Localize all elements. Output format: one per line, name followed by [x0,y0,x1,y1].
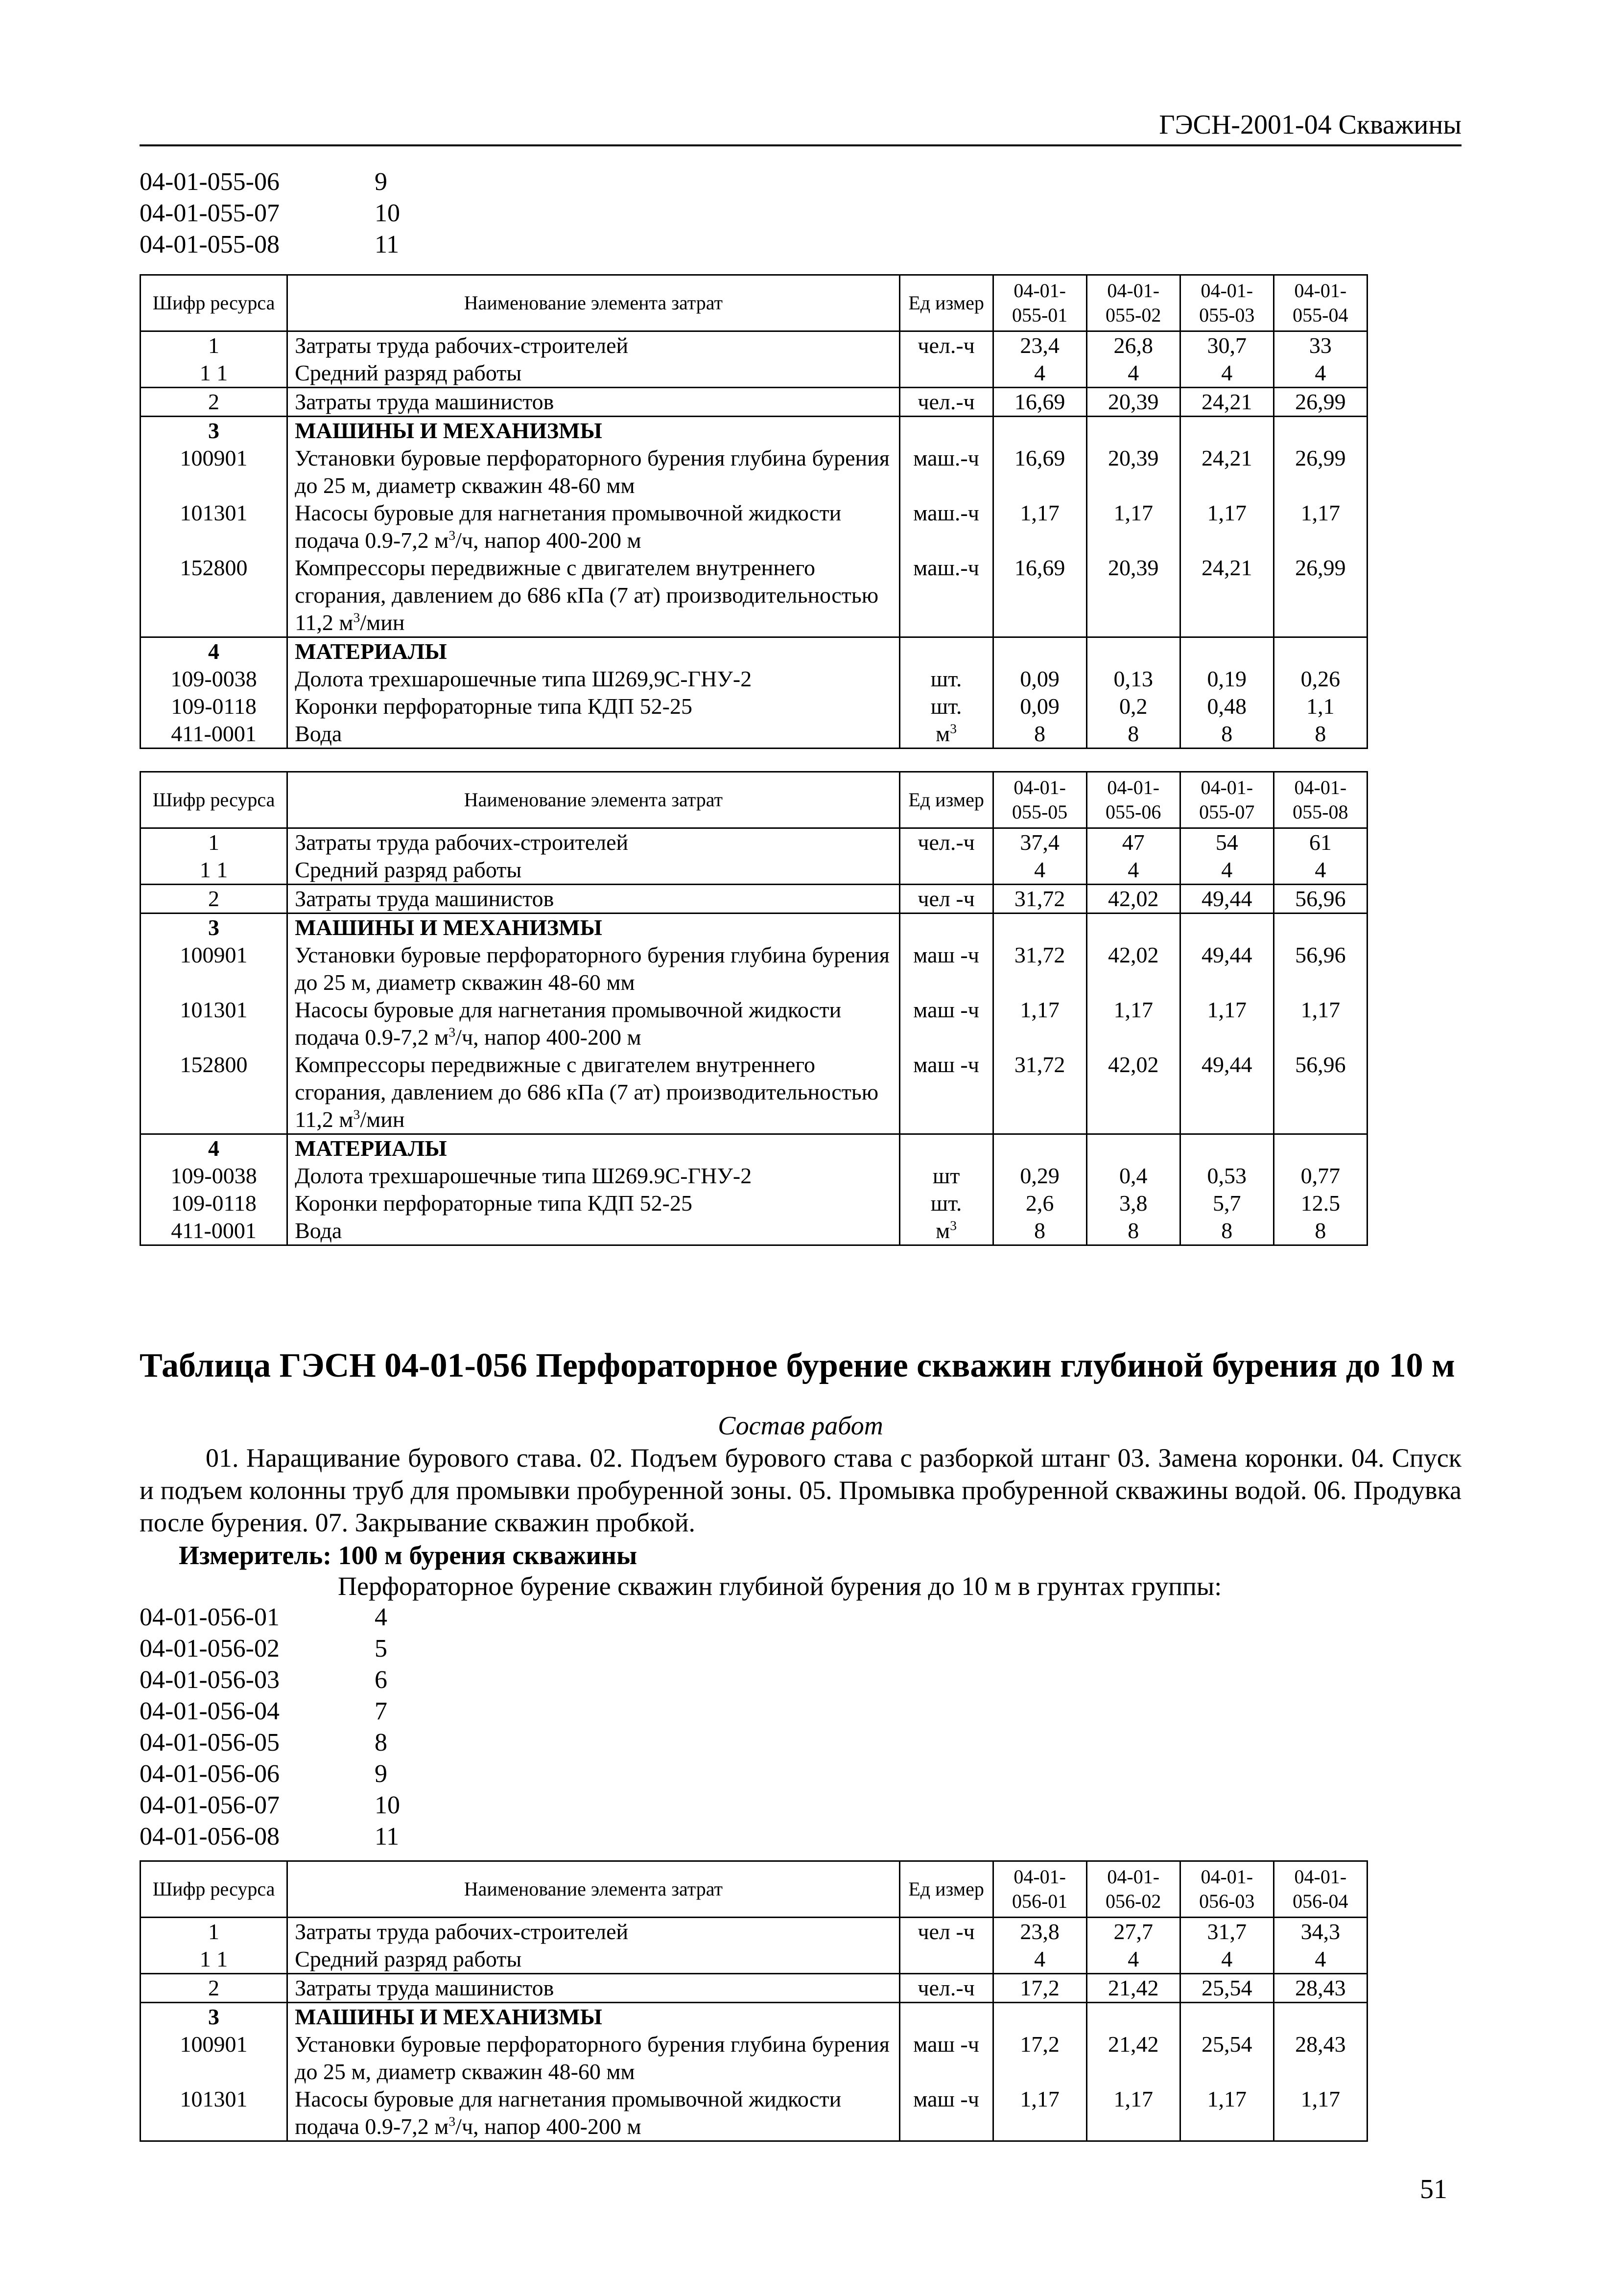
header-shifr: Шифр ресурса [141,275,287,331]
cell-code: 3 [141,914,287,942]
cell-name: Долота трехшарошечные типа Ш269,9С-ГНУ-2 [287,665,899,693]
code-list-item [140,1602,400,1633]
cell-value: 34,3 [1273,1918,1367,1946]
cell-code: 4 [141,1134,287,1163]
cell-name: Вода [287,720,899,749]
code-item-code: 04-01-056-04 [140,1697,280,1725]
table-row [141,499,1461,554]
cell-code: 2 [141,885,287,914]
cell-name: Затраты труда машинистов [287,1974,899,2003]
code-item-code: 04-01-056-06 [140,1760,280,1788]
code-item-code: 04-01-055-07 [140,199,280,227]
header-norm-code: 04-01- 055-04 [1273,275,1367,331]
cell-unit: маш -ч [899,2031,993,2085]
cell-value: 28,43 [1273,1974,1367,2003]
cell-code: 1 1 [141,1945,287,1974]
cell-value: 26,99 [1273,388,1367,417]
cell-value [1086,637,1180,666]
cell-value: 31,72 [993,941,1086,996]
table-row [141,2003,1461,2031]
cell-code: 101301 [141,996,287,1051]
cell-value: 1,17 [1180,996,1273,1051]
cell-value: 17,2 [993,1974,1086,2003]
cell-value [1086,417,1180,445]
cell-value: 1,17 [1273,996,1367,1051]
cell-value: 54 [1180,828,1273,857]
cell-unit [899,2003,993,2031]
table-row [141,388,1461,417]
header-norm-code: 04-01- 055-03 [1180,275,1273,331]
header-norm-code: 04-01- 055-07 [1180,772,1273,828]
cell-value: 56,96 [1273,941,1367,996]
cell-value: 4 [1180,856,1273,885]
header-norm-code: 04-01- 055-01 [993,275,1086,331]
cell-value: 1,17 [1180,2085,1273,2141]
cell-unit [899,637,993,666]
cell-value: 24,21 [1180,554,1273,637]
code-list-055 [140,166,400,260]
cell-value [1086,1134,1180,1163]
table-row [141,1162,1461,1190]
subtitle-soil-groups: Перфораторное бурение скважин глубиной бурения до 10 м в грунтах группы: [338,1571,1222,1601]
code-item-code: 04-01-055-08 [140,231,280,258]
code-item-group: 9 [375,168,387,196]
cell-value: 37,4 [993,828,1086,857]
table-row [141,554,1461,637]
cell-value: 4 [993,359,1086,388]
cell-code: 101301 [141,499,287,554]
code-item-group: 11 [375,231,400,258]
table-row [141,331,1461,360]
cell-value: 27,7 [1086,1918,1180,1946]
table-row [141,914,1461,942]
cell-unit: маш -ч [899,2085,993,2141]
cell-value: 8 [1086,1217,1180,1245]
cell-unit: маш -ч [899,1051,993,1134]
cell-value [993,914,1086,942]
code-list-item [140,166,400,198]
cell-value: 61 [1273,828,1367,857]
cell-name: Насосы буровые для нагнетания промывочной жидкости подача 0.9-7,2 $м^3/ч$, напор 400-200 м [287,499,899,554]
cell-value: 1,17 [993,996,1086,1051]
table-header-row [141,772,1461,828]
table-row [141,637,1461,666]
cell-value: 30,7 [1180,331,1273,360]
cell-name: Установки буровые перфораторного бурения глубина бурения до 25 м, диаметр скважин 48-60 мм [287,941,899,996]
cell-code: 411-0001 [141,1217,287,1245]
code-item-group: 5 [375,1635,387,1663]
code-item-group: 11 [375,1823,400,1851]
cell-value: 12.5 [1273,1190,1367,1217]
cell-value: 28,43 [1273,2031,1367,2085]
cell-value: 8 [1273,1217,1367,1245]
cell-name: Насосы буровые для нагнетания промывочной жидкости подача 0.9-7,2 $м^3/ч$, напор 400-200 м [287,996,899,1051]
table-row [141,828,1461,857]
cell-value: 31,72 [993,885,1086,914]
cell-value: 42,02 [1086,941,1180,996]
cell-value [1086,914,1180,942]
cell-value: 21,42 [1086,2031,1180,2085]
cell-unit: маш.-ч [899,445,993,499]
cell-unit: чел.-ч [899,1974,993,2003]
cell-name: Средний разряд работы [287,359,899,388]
cell-value [993,417,1086,445]
cell-unit: $м^3$ [899,720,993,749]
cell-value: 31,7 [1180,1918,1273,1946]
cell-value: 20,39 [1086,554,1180,637]
cell-unit [899,417,993,445]
cell-code: 1 [141,828,287,857]
table-row [141,720,1461,749]
code-item-group: 8 [375,1729,387,1757]
code-item-group: 10 [375,199,400,227]
cell-value: 0,09 [993,665,1086,693]
cell-value: 1,17 [1086,499,1180,554]
cell-value [993,2003,1086,2031]
sostav-label: Состав работ [718,1411,883,1440]
section-title: Таблица ГЭСН 04-01-056 Перфораторное бурение скважин глубиной бурения до 10 м [140,1347,1455,1384]
table-row [141,665,1461,693]
cell-value: 31,72 [993,1051,1086,1134]
cell-name: Средний разряд работы [287,856,899,885]
cell-value: 1,1 [1273,693,1367,720]
cell-value: 0,09 [993,693,1086,720]
cell-value: 1,17 [993,499,1086,554]
cell-value: 4 [993,1945,1086,1974]
page-number: 51 [1420,2174,1447,2204]
cell-unit: маш -ч [899,941,993,996]
cell-code: 2 [141,1974,287,2003]
cell-value: 56,96 [1273,885,1367,914]
cell-value [1273,417,1367,445]
cell-value [993,1134,1086,1163]
code-item-group: 6 [375,1666,387,1694]
cell-value: 49,44 [1180,1051,1273,1134]
cell-name: МАТЕРИАЛЫ [287,637,899,666]
cell-name: МАШИНЫ И МЕХАНИЗМЫ [287,914,899,942]
page-header: ГЭСН-2001-04 Скважины [140,105,1462,146]
cell-value: 4 [993,856,1086,885]
cell-name: Вода [287,1217,899,1245]
cell-value [1273,914,1367,942]
cell-value: 49,44 [1180,885,1273,914]
cell-value: 8 [1180,1217,1273,1245]
code-list-item [140,1790,400,1821]
code-item-code: 04-01-056-02 [140,1635,280,1663]
works-description: 01. Наращивание бурового става. 02. Подъем бурового става с разборкой штанг 03. Замена коронки. 04. Спуск и подъем колонны труб для промывки пробуренной зоны. 05. Промывка пробуренной скважины водой. 06. Продувка после бурения. 07. Закрывание скважин пробкой. [140,1443,1462,1537]
cell-name: Установки буровые перфораторного бурения глубина бурения до 25 м, диаметр скважин 48-60 мм [287,2031,899,2085]
code-list-item [140,229,400,260]
code-item-group: 7 [375,1697,387,1725]
cell-code: 100901 [141,445,287,499]
cell-code: 109-0038 [141,665,287,693]
cell-value [1086,2003,1180,2031]
table-row [141,445,1461,499]
cell-name: Затраты труда машинистов [287,885,899,914]
cell-code: 2 [141,388,287,417]
code-list-item [140,1696,400,1727]
code-item-code: 04-01-056-03 [140,1666,280,1694]
header-shifr: Шифр ресурса [141,772,287,828]
cell-value: 20,39 [1086,388,1180,417]
cell-value: 33 [1273,331,1367,360]
cell-unit [899,856,993,885]
header-name: Наименование элемента затрат [287,1861,899,1918]
cell-value: 4 [1273,856,1367,885]
cell-name: Затраты труда рабочих-строителей [287,828,899,857]
table-row [141,1217,1461,1245]
cell-unit: чел.-ч [899,331,993,360]
cell-name: МАТЕРИАЛЫ [287,1134,899,1163]
cell-name: Коронки перфораторные типа КДП 52-25 [287,1190,899,1217]
code-item-code: 04-01-056-08 [140,1823,280,1851]
cell-name: Затраты труда рабочих-строителей [287,1918,899,1946]
cell-value: 4 [1086,359,1180,388]
header-norm-code: 04-01- 056-02 [1086,1861,1180,1918]
cell-value: 17,2 [993,2031,1086,2085]
cell-value: 26,8 [1086,331,1180,360]
table-row [141,941,1461,996]
code-item-code: 04-01-056-07 [140,1791,280,1819]
cell-value: 42,02 [1086,1051,1180,1134]
cell-value: 5,7 [1180,1190,1273,1217]
header-unit: Ед измер [899,772,993,828]
cell-code: 411-0001 [141,720,287,749]
code-item-group: 10 [375,1791,400,1819]
cell-value: 0,26 [1273,665,1367,693]
cell-value: 4 [1086,856,1180,885]
code-list-item [140,1758,400,1790]
cell-value [1273,637,1367,666]
table-row [141,2085,1461,2141]
cell-value: 26,99 [1273,554,1367,637]
code-list-item [140,1633,400,1664]
table-row [141,693,1461,720]
cell-value: 1,17 [1180,499,1273,554]
cell-value: 0,19 [1180,665,1273,693]
cell-unit: $м^3$ [899,1217,993,1245]
cell-value: 8 [1273,720,1367,749]
cell-name: Долота трехшарошечные типа Ш269.9С-ГНУ-2 [287,1162,899,1190]
cell-name: Затраты труда рабочих-строителей [287,331,899,360]
cell-value: 0,4 [1086,1162,1180,1190]
table-row [141,2031,1461,2085]
cell-value: 16,69 [993,554,1086,637]
cell-code: 109-0118 [141,693,287,720]
cell-value: 56,96 [1273,1051,1367,1134]
cell-unit: шт. [899,665,993,693]
header-unit: Ед измер [899,275,993,331]
cell-name: Затраты труда машинистов [287,388,899,417]
cell-name: МАШИНЫ И МЕХАНИЗМЫ [287,2003,899,2031]
code-list-item [140,1821,400,1852]
cell-value: 24,21 [1180,388,1273,417]
table-row [141,1190,1461,1217]
cell-value [993,637,1086,666]
cell-value [1180,914,1273,942]
cell-code: 1 1 [141,856,287,885]
cell-value: 8 [1180,720,1273,749]
cell-name: Компрессоры передвижные с двигателем внутреннего сгорания, давлением до 686 кПа (7 ат) производительностью 11,2 $м^3$/мин [287,1051,899,1134]
cell-code: 100901 [141,2031,287,2085]
cell-value: 4 [1273,1945,1367,1974]
code-list-item [140,1727,400,1758]
cell-value: 1,17 [1273,2085,1367,2141]
code-item-code: 04-01-056-01 [140,1603,280,1631]
code-list-item [140,1664,400,1696]
cell-unit: маш.-ч [899,554,993,637]
code-item-group: 9 [375,1760,387,1788]
cell-code: 109-0118 [141,1190,287,1217]
table-row [141,359,1461,388]
cell-code: 152800 [141,554,287,637]
cell-value: 0,29 [993,1162,1086,1190]
resource-table-055-05-08 [140,771,1462,1246]
table-row [141,856,1461,885]
cell-value: 47 [1086,828,1180,857]
cell-value: 21,42 [1086,1974,1180,2003]
cell-value: 8 [1086,720,1180,749]
table-row [141,1945,1461,1974]
cell-value: 4 [1180,1945,1273,1974]
cell-code: 1 [141,331,287,360]
cell-value [1273,2003,1367,2031]
cell-value: 49,44 [1180,941,1273,996]
table-row [141,885,1461,914]
cell-value: 4 [1180,359,1273,388]
cell-code: 4 [141,637,287,666]
header-norm-code: 04-01- 055-02 [1086,275,1180,331]
cell-unit: шт [899,1162,993,1190]
cell-value: 26,99 [1273,445,1367,499]
header-name: Наименование элемента затрат [287,275,899,331]
cell-code: 101301 [141,2085,287,2141]
cell-value: 0,13 [1086,665,1180,693]
cell-unit [899,1945,993,1974]
table-row [141,1974,1461,2003]
cell-value: 4 [1086,1945,1180,1974]
cell-name: Установки буровые перфораторного бурения глубина бурения до 25 м, диаметр скважин 48-60 мм [287,445,899,499]
cell-unit: шт. [899,1190,993,1217]
cell-value: 42,02 [1086,885,1180,914]
cell-code: 109-0038 [141,1162,287,1190]
header-unit: Ед измер [899,1861,993,1918]
cell-code: 3 [141,2003,287,2031]
cell-unit [899,1134,993,1163]
cell-value: 1,17 [1086,996,1180,1051]
cell-value: 0,53 [1180,1162,1273,1190]
cell-unit: маш.-ч [899,499,993,554]
cell-unit: чел.-ч [899,828,993,857]
cell-value: 16,69 [993,388,1086,417]
cell-unit: чел.-ч [899,388,993,417]
cell-value [1273,1134,1367,1163]
cell-value [1180,637,1273,666]
header-norm-code: 04-01- 056-03 [1180,1861,1273,1918]
cell-code: 100901 [141,941,287,996]
code-item-code: 04-01-056-05 [140,1729,280,1757]
measure-unit: Измеритель: 100 м бурения скважины [179,1541,637,1570]
cell-value: 2,6 [993,1190,1086,1217]
table-row [141,1051,1461,1134]
cell-value: 0,2 [1086,693,1180,720]
cell-value: 3,8 [1086,1190,1180,1217]
cell-name: МАШИНЫ И МЕХАНИЗМЫ [287,417,899,445]
header-norm-code: 04-01- 056-04 [1273,1861,1367,1918]
cell-value: 24,21 [1180,445,1273,499]
cell-value: 16,69 [993,445,1086,499]
cell-value: 23,4 [993,331,1086,360]
code-list-item [140,198,400,229]
cell-unit: маш -ч [899,996,993,1051]
code-list-056 [140,1602,400,1852]
header-name: Наименование элемента затрат [287,772,899,828]
cell-unit [899,914,993,942]
cell-code: 1 [141,1918,287,1946]
cell-value: 0,77 [1273,1162,1367,1190]
cell-unit: чел -ч [899,885,993,914]
cell-value: 20,39 [1086,445,1180,499]
cell-value: 25,54 [1180,2031,1273,2085]
cell-value [1180,417,1273,445]
cell-code: 3 [141,417,287,445]
cell-name: Коронки перфораторные типа КДП 52-25 [287,693,899,720]
header-shifr: Шифр ресурса [141,1861,287,1918]
cell-code: 152800 [141,1051,287,1134]
table-row [141,996,1461,1051]
cell-unit: шт. [899,693,993,720]
cell-value: 1,17 [1273,499,1367,554]
header-norm-code: 04-01- 055-08 [1273,772,1367,828]
cell-unit: чел -ч [899,1918,993,1946]
table-header-row [141,275,1461,331]
cell-value: 23,8 [993,1918,1086,1946]
code-item-group: 4 [375,1603,387,1631]
cell-name: Средний разряд работы [287,1945,899,1974]
header-norm-code: 04-01- 055-05 [993,772,1086,828]
cell-value: 4 [1273,359,1367,388]
resource-table-056-01-04 [140,1860,1462,2142]
table-row [141,1918,1461,1946]
code-item-code: 04-01-055-06 [140,168,280,196]
cell-name: Насосы буровые для нагнетания промывочной жидкости подача 0.9-7,2 $м^3/ч$, напор 400-200 м [287,2085,899,2141]
resource-table-055-01-04 [140,274,1462,749]
cell-name: Компрессоры передвижные с двигателем внутреннего сгорания, давлением до 686 кПа (7 ат) производительностью 11,2 $м^3$/мин [287,554,899,637]
cell-value: 1,17 [993,2085,1086,2141]
cell-value: 25,54 [1180,1974,1273,2003]
cell-value: 1,17 [1086,2085,1180,2141]
table-row [141,1134,1461,1163]
table-header-row [141,1861,1461,1918]
table-row [141,417,1461,445]
cell-unit [899,359,993,388]
cell-value: 8 [993,720,1086,749]
header-norm-code: 04-01- 055-06 [1086,772,1180,828]
header-norm-code: 04-01- 056-01 [993,1861,1086,1918]
cell-value [1180,2003,1273,2031]
cell-value: 8 [993,1217,1086,1245]
cell-code: 1 1 [141,359,287,388]
cell-value [1180,1134,1273,1163]
cell-value: 0,48 [1180,693,1273,720]
